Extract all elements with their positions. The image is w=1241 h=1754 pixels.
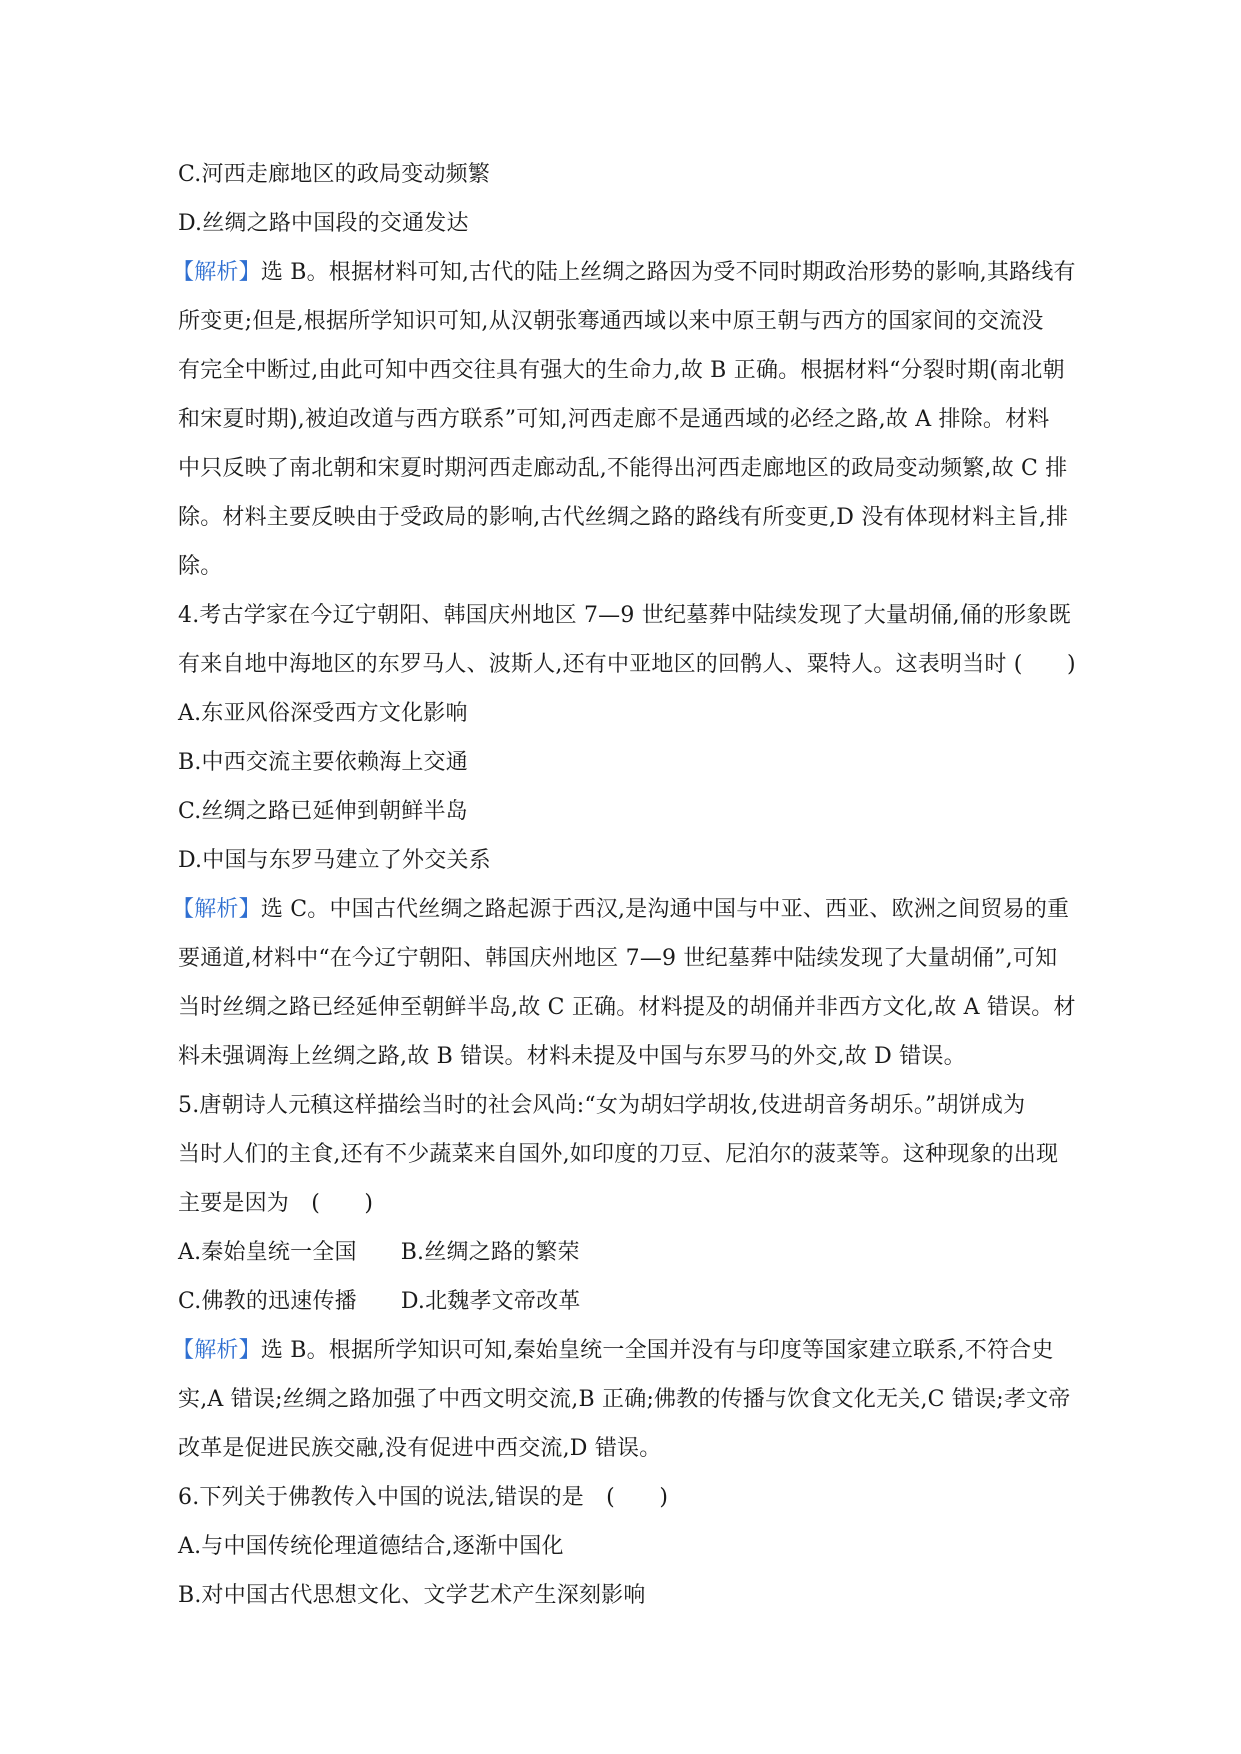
q4-stem-line-2: 有来自地中海地区的东罗马人、波斯人,还有中亚地区的回鹘人、粟特人。这表明当时 ( ) (178, 652, 1076, 677)
q5-options-row-2 (178, 1277, 1073, 1326)
q5-option-a: A.秦始皇统一全国 (178, 1240, 357, 1265)
q4-analysis-line-3: 当时丝绸之路已经延伸至朝鲜半岛,故 C 正确。材料提及的胡俑并非西方文化,故 A 错误。材 (178, 995, 1076, 1020)
q4-option-b: B.中西交流主要依赖海上交通 (178, 750, 468, 775)
q5-option-d: D.北魏孝文帝改革 (400, 1289, 581, 1314)
q4-analysis-line-4: 料未强调海上丝绸之路,故 B 错误。材料未提及中国与东罗马的外交,故 D 错误。 (178, 1044, 966, 1069)
q5-stem-line-2: 当时人们的主食,还有不少蔬菜来自国外,如印度的刀豆、尼泊尔的菠菜等。这种现象的出现 (178, 1142, 1059, 1167)
q5-analysis-line-3: 改革是促进民族交融,没有促进中西交流,D 错误。 (178, 1436, 662, 1461)
q4-analysis-line-1: 【解析】选 C。中国古代丝绸之路起源于西汉,是沟通中国与中亚、西亚、欧洲之间贸易的重 (172, 897, 1070, 922)
q6-stem: 6.下列关于佛教传入中国的说法,错误的是 ( ) (178, 1485, 669, 1510)
q5-analysis-line-1: 【解析】选 B。根据所学知识可知,秦始皇统一全国并没有与印度等国家建立联系,不符合史 (172, 1338, 1054, 1363)
q5-analysis-line-2: 实,A 错误;丝绸之路加强了中西文明交流,B 正确;佛教的传播与饮食文化无关,C 错误;孝文帝 (178, 1387, 1071, 1412)
q5-stem-line-1: 5.唐朝诗人元稹这样描绘当时的社会风尚:“女为胡妇学胡妆,伎进胡音务胡乐。”胡饼成为 (178, 1093, 1026, 1118)
q6-option-a: A.与中国传统伦理道德结合,逐渐中国化 (178, 1534, 564, 1559)
q3-analysis-line-1: 【解析】选 B。根据材料可知,古代的陆上丝绸之路因为受不同时期政治形势的影响,其路线有 (172, 260, 1076, 285)
analysis-label: 【解析】 (172, 897, 261, 922)
q4-analysis-line-2: 要通道,材料中“在今辽宁朝阳、韩国庆州地区 7—9 世纪墓葬中陆续发现了大量胡俑”,可知 (178, 946, 1058, 971)
q3-option-c: C.河西走廊地区的政局变动频繁 (178, 162, 491, 187)
q3-analysis-line-6: 除。材料主要反映由于受政局的影响,古代丝绸之路的路线有所变更,D 没有体现材料主旨,排 (178, 505, 1069, 530)
q3-analysis-line-2: 所变更;但是,根据所学知识可知,从汉朝张骞通西域以来中原王朝与西方的国家间的交流没 (178, 309, 1044, 334)
q5-option-c: C.佛教的迅速传播 (178, 1289, 357, 1314)
q3-analysis-line-3: 有完全中断过,由此可知中西交往具有强大的生命力,故 B 正确。根据材料“分裂时期(南北朝 (178, 358, 1065, 383)
q3-analysis-line-5: 中只反映了南北朝和宋夏时期河西走廊动乱,不能得出河西走廊地区的政局变动频繁,故 C 排 (178, 456, 1068, 481)
q4-option-c: C.丝绸之路已延伸到朝鲜半岛 (178, 799, 468, 824)
q3-analysis-line-4: 和宋夏时期),被迫改道与西方联系”可知,河西走廊不是通西域的必经之路,故 A 排除。材料 (178, 407, 1050, 432)
analysis-label: 【解析】 (172, 260, 261, 285)
document-page (172, 150, 1076, 1620)
q3-analysis-line-7: 除。 (178, 554, 223, 579)
q6-option-b: B.对中国古代思想文化、文学艺术产生深刻影响 (178, 1583, 646, 1608)
q5-stem-line-3: 主要是因为 ( ) (178, 1191, 374, 1216)
q4-stem-line-1: 4.考古学家在今辽宁朝阳、韩国庆州地区 7—9 世纪墓葬中陆续发现了大量胡俑,俑的形象既 (178, 603, 1071, 628)
q5-option-b: B.丝绸之路的繁荣 (400, 1240, 580, 1265)
q3-option-d: D.丝绸之路中国段的交通发达 (178, 211, 469, 236)
q5-options-row-1 (178, 1228, 1073, 1277)
q4-option-a: A.东亚风俗深受西方文化影响 (178, 701, 468, 726)
q4-option-d: D.中国与东罗马建立了外交关系 (178, 848, 491, 873)
analysis-label: 【解析】 (172, 1338, 261, 1363)
